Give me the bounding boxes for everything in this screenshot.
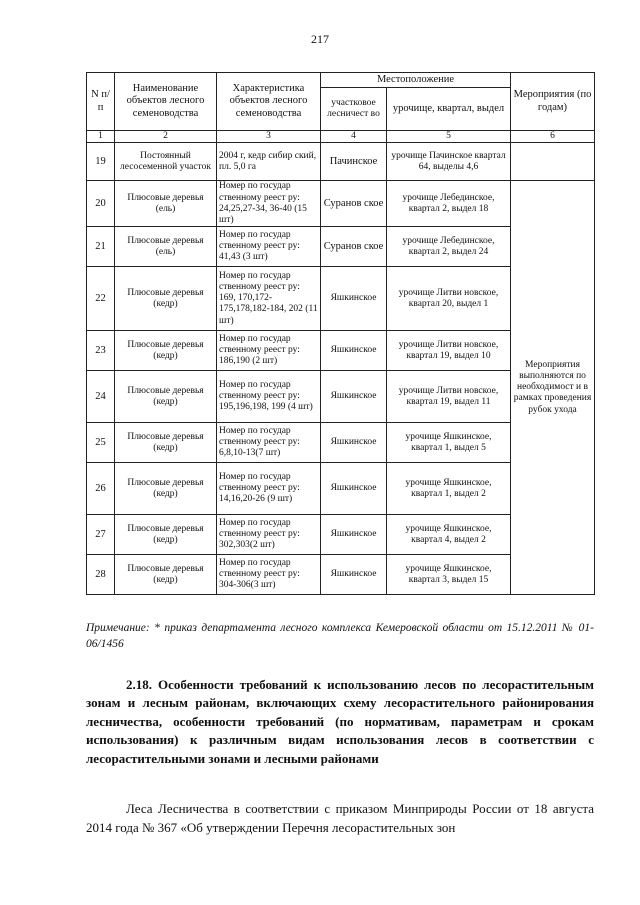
page-number: 217 bbox=[311, 32, 329, 46]
row-name: Плюсовые деревья (кедр) bbox=[115, 267, 217, 331]
row-name: Плюсовые деревья (кедр) bbox=[115, 515, 217, 555]
row-num: 21 bbox=[87, 227, 115, 267]
header-tract: урочище, квартал, выдел bbox=[387, 88, 511, 131]
row-num: 24 bbox=[87, 371, 115, 423]
row-name: Плюсовые деревья (кедр) bbox=[115, 555, 217, 595]
header-name: Наименование объектов лесного семеноводства bbox=[115, 73, 217, 131]
row-num: 20 bbox=[87, 181, 115, 227]
row-name: Плюсовые деревья (кедр) bbox=[115, 371, 217, 423]
row-tract: урочище Яшкинское, квартал 1, выдел 2 bbox=[387, 463, 511, 515]
row-name: Плюсовые деревья (кедр) bbox=[115, 331, 217, 371]
seed-objects-table bbox=[86, 72, 595, 595]
row-district: Пачинское bbox=[321, 143, 387, 181]
row-name: Плюсовые деревья (кедр) bbox=[115, 463, 217, 515]
row-tract: урочище Пачинское квартал 64, выделы 4,6 bbox=[387, 143, 511, 181]
row-name: Плюсовые деревья (ель) bbox=[115, 181, 217, 227]
col-number: 2 bbox=[115, 131, 217, 143]
row-characteristic: Номер по государ ственному реест ру: 195,196,198, 199 (4 шт) bbox=[217, 371, 321, 423]
row-num: 28 bbox=[87, 555, 115, 595]
row-tract: урочище Яшкинское, квартал 4, выдел 2 bbox=[387, 515, 511, 555]
row-characteristic: Номер по государ ственному реест ру: 304-306(3 шт) bbox=[217, 555, 321, 595]
row-district: Суранов ское bbox=[321, 181, 387, 227]
row-characteristic: Номер по государ ственному реест ру: 24,25,27-34, 36-40 (15 шт) bbox=[217, 181, 321, 227]
col-number: 1 bbox=[87, 131, 115, 143]
row-num: 22 bbox=[87, 267, 115, 331]
row-characteristic: Номер по государ ственному реест ру: 186,190 (2 шт) bbox=[217, 331, 321, 371]
row-name: Постоянный лесосеменной участок bbox=[115, 143, 217, 181]
body-paragraph: Леса Лесничества в соответствии с приказом Минприроды России от 18 августа 2014 года № 367 «Об утверждении Перечня лесорастительных зон bbox=[86, 801, 594, 835]
row-num: 26 bbox=[87, 463, 115, 515]
row-tract: урочище Яшкинское, квартал 3, выдел 15 bbox=[387, 555, 511, 595]
row-district: Яшкинское bbox=[321, 463, 387, 515]
header-district: участковое лесничест во bbox=[321, 88, 387, 131]
row-district: Яшкинское bbox=[321, 267, 387, 331]
row-characteristic: Номер по государ ственному реест ру: 41,43 (3 шт) bbox=[217, 227, 321, 267]
row-name: Плюсовые деревья (кедр) bbox=[115, 423, 217, 463]
col-number: 3 bbox=[217, 131, 321, 143]
header-characteristic: Характеристика объектов лесного семеноводства bbox=[217, 73, 321, 131]
col-number: 4 bbox=[321, 131, 387, 143]
row-characteristic: 2004 г, кедр сибир ский, пл. 5,0 га bbox=[217, 143, 321, 181]
header-location: Местоположение bbox=[321, 73, 511, 88]
row-tract: урочище Литви новское, квартал 19, выдел 11 bbox=[387, 371, 511, 423]
row-characteristic: Номер по государ ственному реест ру: 302,303(2 шт) bbox=[217, 515, 321, 555]
measures-cell: Мероприятия выполняются по необходимост и в рамках проведения рубок ухода bbox=[511, 181, 595, 595]
row-district: Яшкинское bbox=[321, 423, 387, 463]
col-number: 6 bbox=[511, 131, 595, 143]
row-tract: урочище Лебединское, квартал 2, выдел 18 bbox=[387, 181, 511, 227]
row-num: 23 bbox=[87, 331, 115, 371]
row-characteristic: Номер по государ ственному реест ру: 6,8,10-13(7 шт) bbox=[217, 423, 321, 463]
row-tract: урочище Литви новское, квартал 19, выдел 10 bbox=[387, 331, 511, 371]
table-row bbox=[87, 143, 595, 181]
row-tract: урочище Литви новское, квартал 20, выдел 1 bbox=[387, 267, 511, 331]
row-characteristic: Номер по государ ственному реест ру: 169, 170,172-175,178,182-184, 202 (11 шт) bbox=[217, 267, 321, 331]
row-tract: урочище Яшкинское, квартал 1, выдел 5 bbox=[387, 423, 511, 463]
row-num: 25 bbox=[87, 423, 115, 463]
row-district: Яшкинское bbox=[321, 555, 387, 595]
row-name: Плюсовые деревья (ель) bbox=[115, 227, 217, 267]
row-district: Суранов ское bbox=[321, 227, 387, 267]
row-num: 19 bbox=[87, 143, 115, 181]
col-number: 5 bbox=[387, 131, 511, 143]
header-num: N п/п bbox=[87, 73, 115, 131]
row-tract: урочище Лебединское, квартал 2, выдел 24 bbox=[387, 227, 511, 267]
row-district: Яшкинское bbox=[321, 371, 387, 423]
row-characteristic: Номер по государ ственному реест ру: 14,16,20-26 (9 шт) bbox=[217, 463, 321, 515]
table-row bbox=[87, 181, 595, 227]
row-district: Яшкинское bbox=[321, 331, 387, 371]
table-note: Примечание: * приказ департамента лесного комплекса Кемеровской области от 15.12.2011 № 01-06/1456 bbox=[86, 622, 594, 651]
section-number: 2.18. bbox=[126, 677, 152, 692]
row-district: Яшкинское bbox=[321, 515, 387, 555]
header-measures: Мероприятия (по годам) bbox=[511, 73, 595, 131]
section-title: Особенности требований к использованию лесов по лесорастительным зонам и лесным районам, включающих схему лесорастительного районирования лесничества, особенности требований (по нормативам, параметрам и срокам использования) к различным видам использования лесов в соответствии с лесорастительными зонами и лесными районами bbox=[86, 677, 594, 766]
section-heading bbox=[86, 676, 594, 768]
row-measures bbox=[511, 143, 595, 181]
row-num: 27 bbox=[87, 515, 115, 555]
